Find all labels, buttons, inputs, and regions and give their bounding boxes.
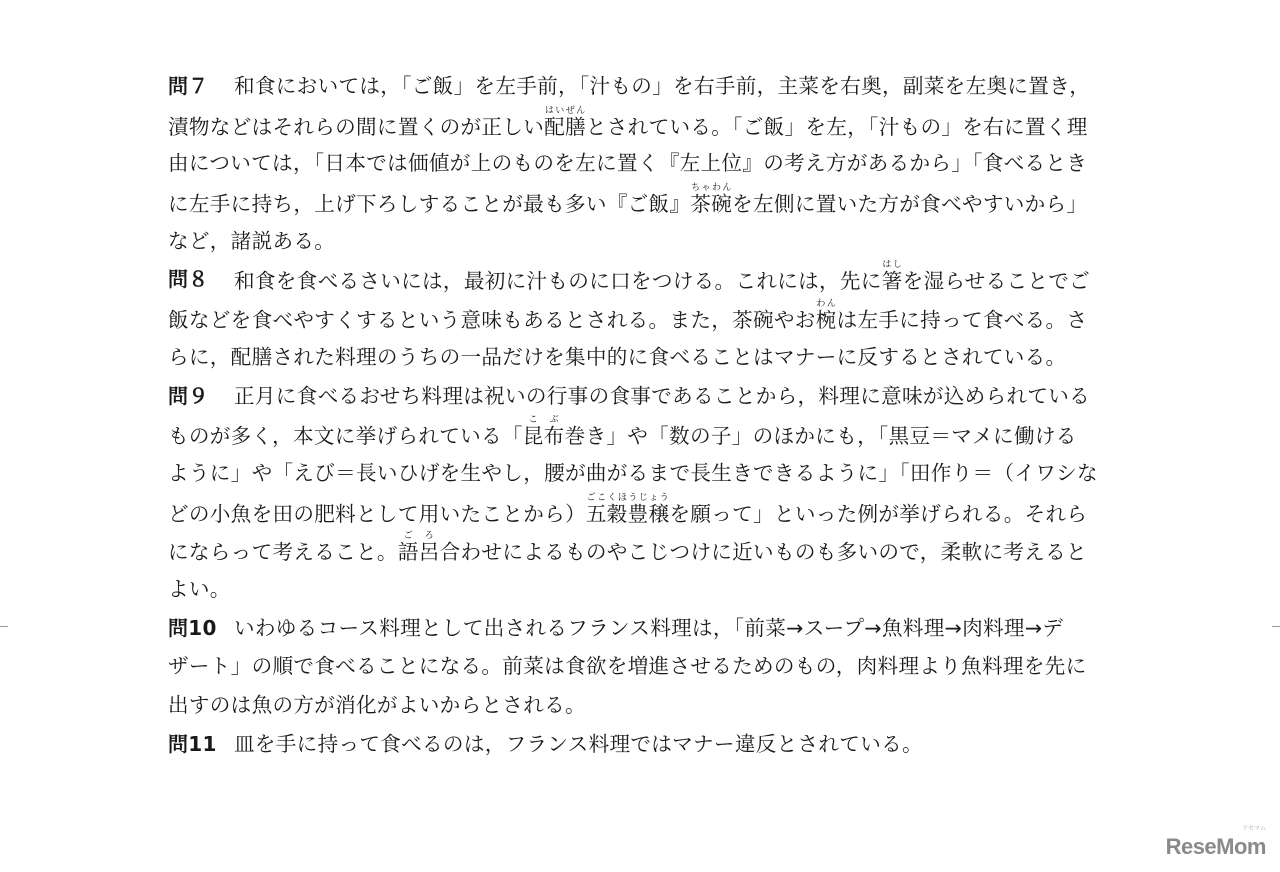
question-item <box>168 609 1143 725</box>
ruby-reading: こぶ <box>522 415 565 426</box>
text-segment: 飯などを食べやすくするという意味もあるとされる。また，茶碗やお <box>168 308 816 333</box>
ruby-base: 箸 <box>881 269 903 294</box>
ruby-annotation <box>544 105 586 139</box>
question-label: 問11 <box>168 731 217 756</box>
text-line <box>234 725 1143 764</box>
text-line <box>168 144 1143 183</box>
text-line <box>168 454 1143 493</box>
text-segment: 和食においては，「ご飯」を左手前，「汁もの」を右手前，主菜を右奥，副菜を左奥に置き， <box>234 74 1091 98</box>
question-item <box>168 725 1143 764</box>
question-label: 問10 <box>168 615 217 640</box>
text-segment: らに，配膳された料理のうちの一品だけを集中的に食べることはマナーに反するとされている。 <box>168 344 1067 369</box>
question-item <box>168 377 1143 609</box>
text-line <box>168 493 1143 532</box>
text-segment: 皿を手に持って食べるのは，フランス料理ではマナー違反とされている。 <box>234 731 923 756</box>
document-body <box>168 67 1143 763</box>
text-line <box>234 260 1143 299</box>
text-segment: を湿らせることでご <box>902 269 1091 294</box>
crop-mark-right <box>1272 626 1280 627</box>
text-line <box>168 531 1143 570</box>
text-segment: は左手に持って食べる。さ <box>836 308 1088 333</box>
ruby-reading: はし <box>881 260 903 271</box>
text-segment: どの小魚を田の肥料として用いたことから） <box>168 501 586 526</box>
text-line <box>168 106 1143 145</box>
ruby-reading: ちゃわん <box>690 183 733 194</box>
text-segment: よい。 <box>168 576 231 601</box>
ruby-base: 語呂 <box>397 540 440 565</box>
crop-mark-left <box>0 626 8 627</box>
text-segment: 正月に食べるおせち料理は祝いの行事の食事であることから，料理に意味が込められている <box>234 383 1091 408</box>
question-label: 問８ <box>168 267 209 292</box>
text-segment: など，諸説ある。 <box>168 228 336 253</box>
text-line <box>168 686 1143 725</box>
text-segment: いわゆるコース料理として出されるフランス料理は，「前菜→スープ→魚料理→肉料理→デ <box>234 615 1064 640</box>
text-segment: を左側に置いた方が食べやすいから」 <box>732 192 1088 217</box>
text-line <box>168 222 1143 261</box>
ruby-annotation <box>585 492 670 526</box>
ruby-annotation <box>815 299 837 333</box>
ruby-annotation <box>690 183 733 217</box>
text-segment: を願って」といった例が挙げられる。それら <box>669 501 1088 526</box>
text-line <box>168 183 1143 222</box>
text-segment: ものが多く，本文に挙げられている「 <box>168 424 523 449</box>
question-label: 問７ <box>168 74 209 98</box>
text-segment: 巻き」や「数の子」のほかにも，「黒豆＝マメに働ける <box>564 424 1077 449</box>
logo-subtext: リセマム <box>1242 826 1266 832</box>
question-item <box>168 67 1143 260</box>
ruby-base: 茶碗 <box>690 192 733 217</box>
ruby-annotation <box>522 415 565 449</box>
question-label: 問９ <box>168 383 209 408</box>
text-segment: 合わせによるものやこじつけに近いものも多いので，柔軟に考えると <box>439 540 1087 565</box>
text-segment: 出すのは魚の方が消化がよいからとされる。 <box>168 693 586 717</box>
text-segment: とされている。「ご飯」を左，「汁もの」を右に置く理 <box>585 114 1088 139</box>
question-item <box>168 260 1143 376</box>
text-line <box>168 299 1143 338</box>
ruby-base: 五穀豊穣 <box>585 501 670 526</box>
text-segment: に左手に持ち，上げ下ろしすることが最も多い『ご飯』 <box>168 192 691 217</box>
text-segment: ザート」の順で食べることになる。前菜は食欲を増進させるためのもの，肉料理より魚料理を先に <box>168 654 1087 679</box>
text-line <box>168 415 1143 454</box>
text-segment: 和食を食べるさいには，最初に汁ものに口をつける。これには，先に <box>234 269 882 294</box>
text-line <box>168 338 1143 377</box>
text-segment: 由については，「日本では価値が上のものを左に置く『左上位』の考え方があるから」「食べるとき <box>168 151 1088 176</box>
ruby-reading: ごこくほうじょう <box>585 492 670 503</box>
ruby-reading: はいぜん <box>544 105 586 116</box>
text-line <box>234 67 1143 106</box>
text-line <box>168 647 1143 686</box>
text-segment: ように」や「えび＝長いひげを生やし，腰が曲がるまで長生きできるように」「田作り＝（イワシな <box>168 460 1098 485</box>
ruby-annotation <box>397 531 440 565</box>
ruby-reading: わん <box>815 299 837 310</box>
ruby-reading: ごろ <box>397 531 440 542</box>
text-segment: 漬物などはそれらの間に置くのが正しい <box>168 114 545 139</box>
text-line <box>168 570 1143 609</box>
text-line <box>234 377 1143 416</box>
resemom-logo: ReseMom <box>1165 834 1266 859</box>
ruby-annotation <box>881 260 903 294</box>
ruby-base: 昆布 <box>522 424 565 449</box>
ruby-base: 配膳 <box>544 114 586 139</box>
ruby-base: 椀 <box>815 308 837 333</box>
text-line <box>234 609 1143 648</box>
text-segment: にならって考えること。 <box>168 540 398 565</box>
